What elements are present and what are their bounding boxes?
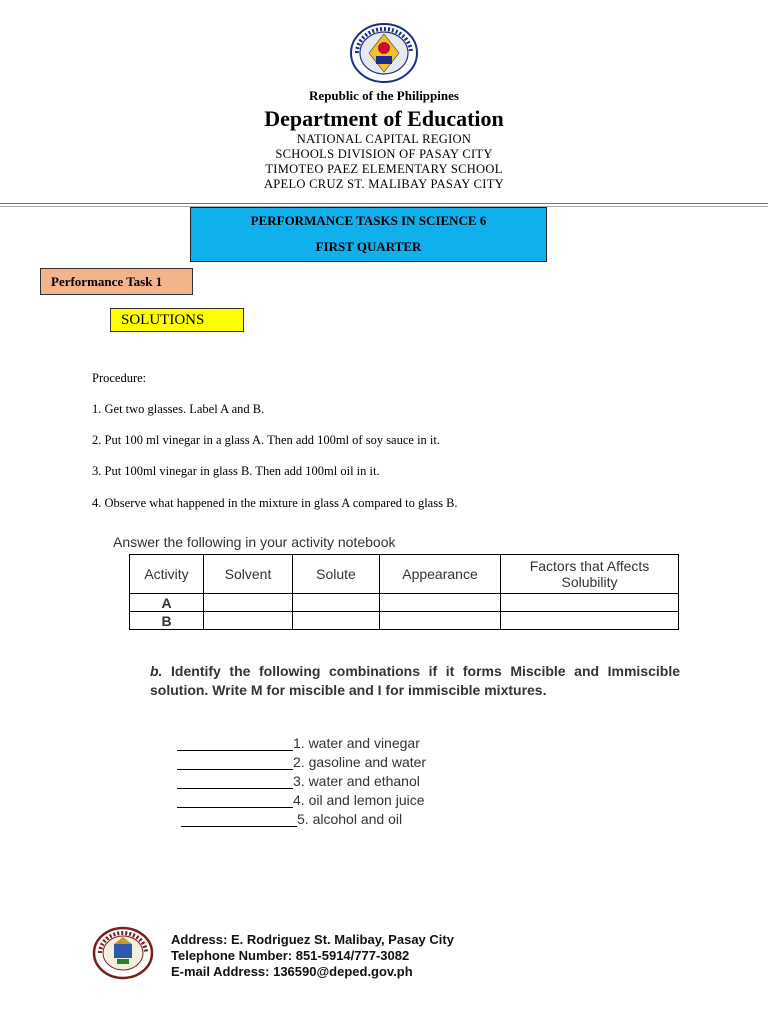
school-line: TIMOTEO PAEZ ELEMENTARY SCHOOL xyxy=(265,162,503,176)
table-header-row xyxy=(130,555,679,594)
footer-address: Address: E. Rodriguez St. Malibay, Pasay City xyxy=(171,932,454,947)
table-cell xyxy=(293,612,380,630)
column-header: Solute xyxy=(293,555,380,594)
department-heading: Department of Education xyxy=(264,106,504,131)
table-cell xyxy=(204,594,293,612)
table-cell xyxy=(380,612,501,630)
procedure-step: 1. Get two glasses. Label A and B. xyxy=(92,402,265,416)
procedure-heading: Procedure: xyxy=(92,371,147,385)
topic-label: SOLUTIONS xyxy=(110,308,244,332)
list-item xyxy=(177,792,425,808)
republic-heading: Republic of the Philippines xyxy=(309,88,459,103)
table-cell xyxy=(501,594,679,612)
table-cell xyxy=(380,594,501,612)
deped-seal-logo xyxy=(349,22,419,84)
item-text: 2. gasoline and water xyxy=(293,754,427,770)
region-line: NATIONAL CAPITAL REGION xyxy=(296,132,472,146)
activity-table xyxy=(129,554,679,630)
column-header: Factors that Affects Solubility xyxy=(501,555,679,594)
table-cell xyxy=(293,594,380,612)
procedure-step: 3. Put 100ml vinegar in glass B. Then add 100ml oil in it. xyxy=(92,464,380,478)
part-b-text: Identify the following combinations if it forms Miscible and Immiscible solution. Write M for miscible and I for immiscible mixtures. xyxy=(150,663,681,698)
list-item xyxy=(177,773,420,789)
procedure-step: 4. Observe what happened in the mixture in glass A compared to glass B. xyxy=(92,496,458,510)
title-line-2: FIRST QUARTER xyxy=(315,239,422,254)
procedure-step: 2. Put 100 ml vinegar in a glass A. Then add 100ml of soy sauce in it. xyxy=(92,433,440,447)
footer-telephone: Telephone Number: 851-5914/777-3082 xyxy=(171,948,410,963)
column-header: Solvent xyxy=(204,555,293,594)
answer-blank[interactable] xyxy=(181,812,297,827)
school-seal-logo xyxy=(92,926,154,980)
street-line: APELO CRUZ ST. MALIBAY PASAY CITY xyxy=(263,177,505,191)
item-text: 5. alcohol and oil xyxy=(297,811,403,827)
division-line: SCHOOLS DIVISION OF PASAY CITY xyxy=(275,147,493,161)
answer-blank[interactable] xyxy=(177,774,293,789)
title-box xyxy=(190,207,547,262)
answer-blank[interactable] xyxy=(177,736,293,751)
list-item xyxy=(177,735,420,751)
task-label: Performance Task 1 xyxy=(40,268,193,295)
item-text: 4. oil and lemon juice xyxy=(293,792,425,808)
part-b-label: b. xyxy=(150,663,163,679)
title-line-1: PERFORMANCE TASKS IN SCIENCE 6 xyxy=(250,213,487,228)
column-header: Appearance xyxy=(380,555,501,594)
item-text: 3. water and ethanol xyxy=(293,773,420,789)
item-text: 1. water and vinegar xyxy=(293,735,420,751)
activity-instruction: Answer the following in your activity notebook xyxy=(113,534,396,550)
answer-blank[interactable] xyxy=(177,793,293,808)
table-cell xyxy=(204,612,293,630)
part-b-question xyxy=(150,662,680,700)
table-row xyxy=(130,612,679,630)
header-divider xyxy=(0,203,768,204)
list-item xyxy=(181,811,402,827)
table-row xyxy=(130,594,679,612)
column-header: Activity xyxy=(130,555,204,594)
answer-blank[interactable] xyxy=(177,755,293,770)
row-label: B xyxy=(130,612,204,630)
list-item xyxy=(177,754,426,770)
table-cell xyxy=(501,612,679,630)
footer-email: E-mail Address: 136590@deped.gov.ph xyxy=(171,964,413,979)
row-label: A xyxy=(130,594,204,612)
